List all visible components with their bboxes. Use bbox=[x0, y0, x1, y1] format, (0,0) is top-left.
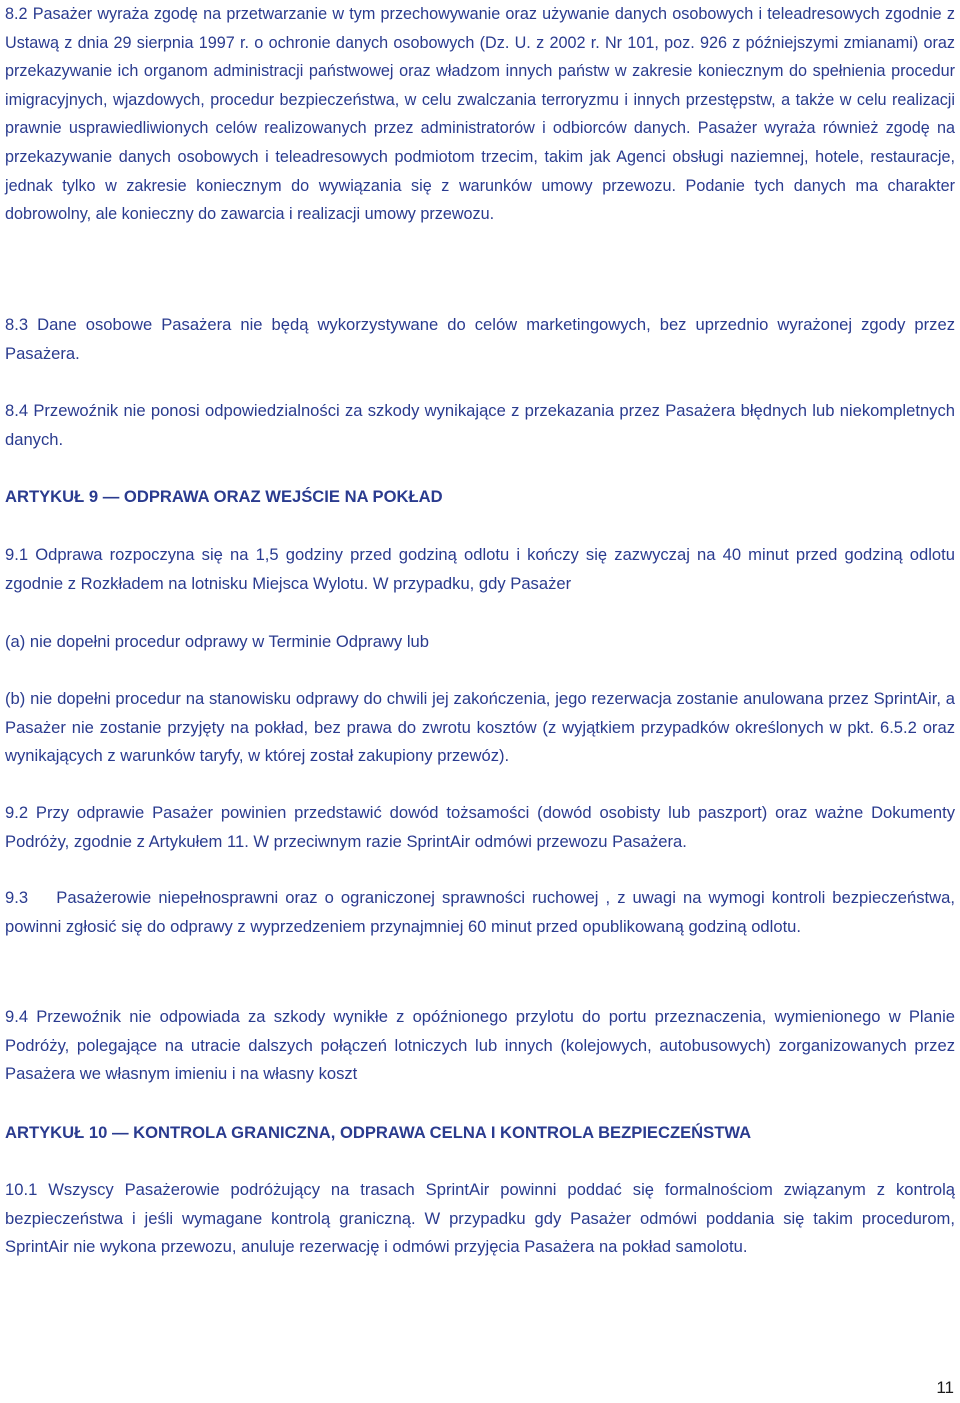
paragraph-9-1-b: (b) nie dopełni procedur na stanowisku odprawy do chwili jej zakończenia, jego rezerwacja zostanie anulowana przez SprintAir, a Pasażer nie zostanie przyjęty na pokład, bez prawa do zwrotu kosztów (z wyjątkiem przypadków określonych w pkt. 6.5.2 oraz wynikających z warunków taryfy, w której został zakupiony przewóz). bbox=[5, 689, 955, 766]
paragraph-9-1: 9.1 Odprawa rozpoczyna się na 1,5 godziny przed godziną odlotu i kończy się zazwyczaj na 40 minut przed godziną odlotu zgodnie z Rozkładem na lotnisku Miejsca Wylotu. W przypadku, gdy Pasażer bbox=[5, 545, 955, 593]
paragraph-8-3: 8.3 Dane osobowe Pasażera nie będą wykorzystywane do celów marketingowych, bez uprzednio wyrażonej zgody przez Pasażera. bbox=[5, 315, 955, 363]
page-number: 11 bbox=[936, 1378, 954, 1397]
paragraph-9-1-a: (a) nie dopełni procedur odprawy w Terminie Odprawy lub bbox=[5, 632, 429, 651]
paragraph-8-4: 8.4 Przewoźnik nie ponosi odpowiedzialności za szkody wynikające z przekazania przez Pasażera błędnych lub niekompletnych danych. bbox=[5, 401, 955, 449]
paragraph-9-3: 9.3 Pasażerowie niepełnosprawni oraz o ograniczonej sprawności ruchowej , z uwagi na wymogi kontroli bezpieczeństwa, powinni zgłosić się do odprawy z wyprzedzeniem przynajmniej 60 minut przed opublikowaną godziną odlotu. bbox=[5, 888, 960, 936]
article-9-heading: ARTYKUŁ 9 — ODPRAWA ORAZ WEJŚCIE NA POKŁAD bbox=[5, 487, 443, 506]
paragraph-8-2: 8.2 Pasażer wyraża zgodę na przetwarzanie w tym przechowywanie oraz używanie danych osobowych i teleadresowych zgodnie z Ustawą z dnia 29 sierpnia 1997 r. o ochronie danych osobowych (Dz. U. z 2002 r. Nr 101, poz. 926 z późniejszymi zmianami) oraz przekazywanie ich organom administracji państwowej oraz władzom innych państw w zakresie koniecznym do spełnienia procedur imigracyjnych, wjazdowych, procedur bezpieczeństwa, w celu zwalczania terroryzmu i innych przestępstw, a także w celu realizacji prawnie usprawiedliwionych celów realizowanych przez administratorów i odbiorców danych. Pasażer wyraża również zgodę na przekazywanie danych osobowych i teleadresowych podmiotom trzecim, takim jak Agenci obsługi naziemnej, hotele, restauracje, jednak tylko w zakresie koniecznym do wywiązania się z warunków umowy przewozu. Podanie tych danych ma charakter dobrowolny, ale konieczny do zawarcia i realizacji umowy przewozu. bbox=[5, 5, 955, 224]
paragraph-9-2: 9.2 Przy odprawie Pasażer powinien przedstawić dowód tożsamości (dowód osobisty lub paszport) oraz ważne Dokumenty Podróży, zgodnie z Artykułem 11. W przeciwnym razie SprintAir odmówi przewozu Pasażera. bbox=[5, 803, 955, 851]
paragraph-9-4: 9.4 Przewoźnik nie odpowiada za szkody wynikłe z opóźnionego przylotu do portu przeznaczenia, wymienionego w Planie Podróży, polegające na utracie dalszych połączeń lotniczych lub innych (kolejowych, autobusowych) zorganizowanych przez Pasażera we własnym imieniu i na własny koszt bbox=[5, 1007, 955, 1084]
paragraph-10-1: 10.1 Wszyscy Pasażerowie podróżujący na trasach SprintAir powinni poddać się formalnościom związanym z kontrolą bezpieczeństwa i jeśli wymagane kontrolą graniczną. W przypadku gdy Pasażer odmówi poddania się takim procedurom, SprintAir nie wykona przewozu, anuluje rezerwację i odmówi przyjęcia Pasażera na pokład samolotu. bbox=[5, 1180, 955, 1257]
article-10-heading: ARTYKUŁ 10 — KONTROLA GRANICZNA, ODPRAWA CELNA I KONTROLA BEZPIECZEŃSTWA bbox=[5, 1123, 752, 1142]
